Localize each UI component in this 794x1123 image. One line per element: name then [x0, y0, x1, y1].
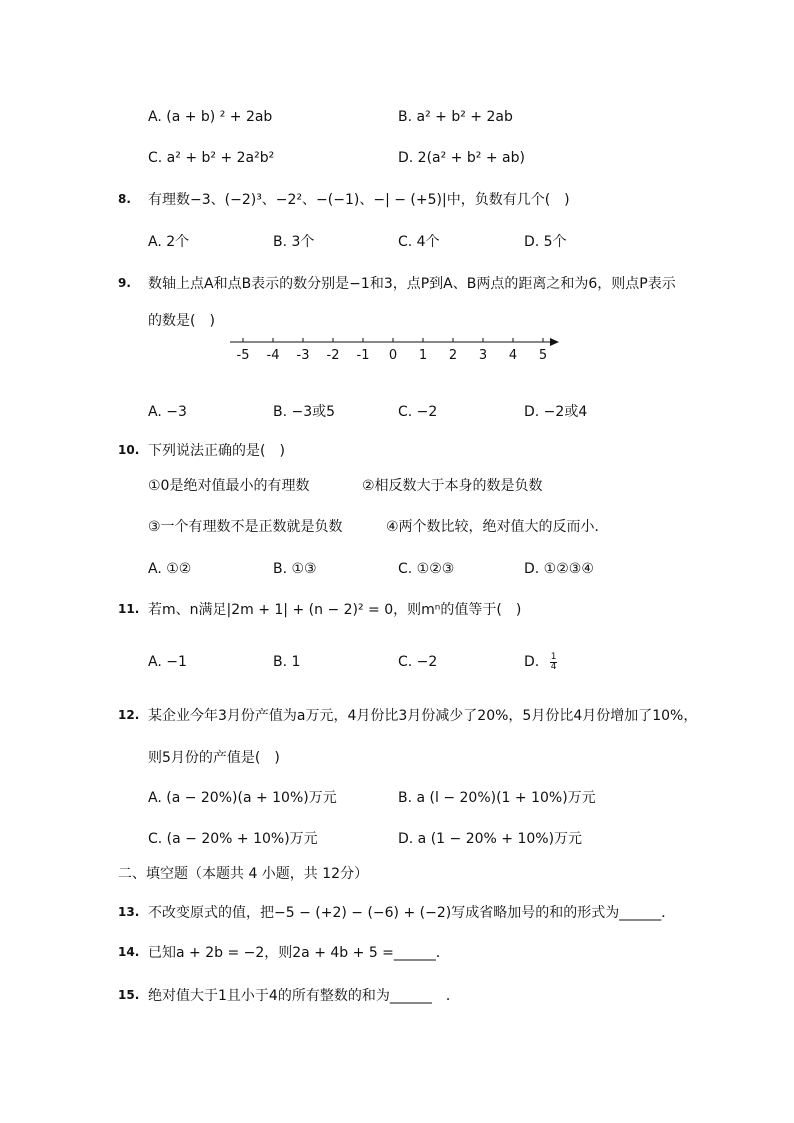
section-heading-fill-in: 二、填空题（本题共 4 小题，共 12分）	[118, 866, 369, 882]
number-line-tick-label: 2	[448, 348, 458, 363]
q10-option-a: A. ①②	[148, 561, 192, 577]
q9-number: 9.	[118, 276, 131, 290]
q13-text: 不改变原式的值，把−5 − (+2) − (−6) + (−2)写成省略加号的和的形式为______．	[148, 905, 676, 921]
q13-number: 13.	[118, 905, 140, 919]
q11-option-a: A. −1	[148, 654, 187, 670]
q12-option-c: C. (a − 20% + 10%)万元	[148, 831, 318, 847]
q9-option-b: B. −3或5	[273, 404, 336, 420]
q9-text-line2: 的数是( )	[148, 313, 215, 329]
q12-text-line2: 则5月份的产值是( )	[148, 750, 280, 766]
number-line-tick-label: -1	[356, 348, 370, 363]
q10-statement-2: ②相反数大于本身的数是负数	[362, 478, 543, 494]
q7-option-c: C. a² + b² + 2a²b²	[148, 150, 275, 166]
q12-option-d: D. a (1 − 20% + 10%)万元	[398, 831, 583, 847]
q12-text-line1: 某企业今年3月份产值为a万元，4月份比3月份减少了20%，5月份比4月份增加了10%，	[148, 708, 698, 724]
q8-option-d: D. 5个	[524, 234, 567, 250]
q10-text: 下列说法正确的是( )	[148, 443, 285, 459]
q8-number: 8.	[118, 192, 131, 206]
q10-statement-3: ③一个有理数不是正数就是负数	[148, 519, 343, 535]
q11-option-d	[524, 652, 557, 672]
q14-text: 已知a + 2b = −2，则2a + 4b + 5 =______．	[148, 945, 450, 961]
number-line	[225, 330, 565, 370]
q11-text: 若m、n满足|2m + 1| + (n − 2)² = 0，则mⁿ的值等于( )	[148, 602, 522, 618]
q11-fraction-numerator: 1	[550, 651, 557, 662]
q11-fraction-denominator: 4	[550, 661, 557, 672]
q12-number: 12.	[118, 708, 140, 722]
q11-option-c: C. −2	[398, 654, 438, 670]
q7-option-a: A. (a + b) ² + 2ab	[148, 109, 273, 125]
number-line-tick-label: 4	[508, 348, 518, 363]
q9-option-c: C. −2	[398, 404, 438, 420]
q10-statement-1: ①0是绝对值最小的有理数	[148, 478, 310, 494]
q8-option-b: B. 3个	[273, 234, 315, 250]
q8-text: 有理数−3、(−2)³、−2²、−(−1)、−| − (+5)|中，负数有几个( )	[148, 192, 570, 208]
q9-option-a: A. −3	[148, 404, 187, 420]
q10-option-b: B. ①③	[273, 561, 317, 577]
number-line-tick-label: -3	[296, 348, 310, 363]
q12-option-a: A. (a − 20%)(a + 10%)万元	[148, 790, 337, 806]
q10-option-c: C. ①②③	[398, 561, 455, 577]
q11-fraction	[550, 653, 558, 672]
q15-number: 15.	[118, 988, 140, 1002]
number-line-tick-label: 3	[478, 348, 488, 363]
q14-number: 14.	[118, 945, 140, 959]
number-line-arrow	[550, 338, 559, 346]
q8-option-c: C. 4个	[398, 234, 440, 250]
number-line-tick-label: -4	[266, 348, 280, 363]
number-line-tick-label: -2	[326, 348, 340, 363]
q10-number: 10.	[118, 443, 140, 457]
number-line-tick-label: 1	[418, 348, 428, 363]
q9-text-line1: 数轴上点A和点B表示的数分别是−1和3，点P到A、B两点的距离之和为6，则点P表示	[148, 276, 676, 292]
q11-option-b: B. 1	[273, 654, 301, 670]
q8-option-a: A. 2个	[148, 234, 190, 250]
q10-statement-4: ④两个数比较，绝对值大的反而小．	[386, 519, 609, 535]
q9-option-d: D. −2或4	[524, 404, 588, 420]
q11-option-d-label: D.	[524, 654, 540, 670]
q7-option-b: B. a² + b² + 2ab	[398, 109, 513, 125]
q10-option-d: D. ①②③④	[524, 561, 594, 577]
q12-option-b: B. a (l − 20%)(1 + 10%)万元	[398, 790, 596, 806]
number-line-tick-label: 5	[538, 348, 548, 363]
number-line-tick-label: -5	[236, 348, 250, 363]
q15-text: 绝对值大于1且小于4的所有整数的和为______ ．	[148, 988, 460, 1004]
q11-number: 11.	[118, 602, 140, 616]
number-line-tick-label: 0	[388, 348, 398, 363]
q7-option-d: D. 2(a² + b² + ab)	[398, 150, 525, 166]
